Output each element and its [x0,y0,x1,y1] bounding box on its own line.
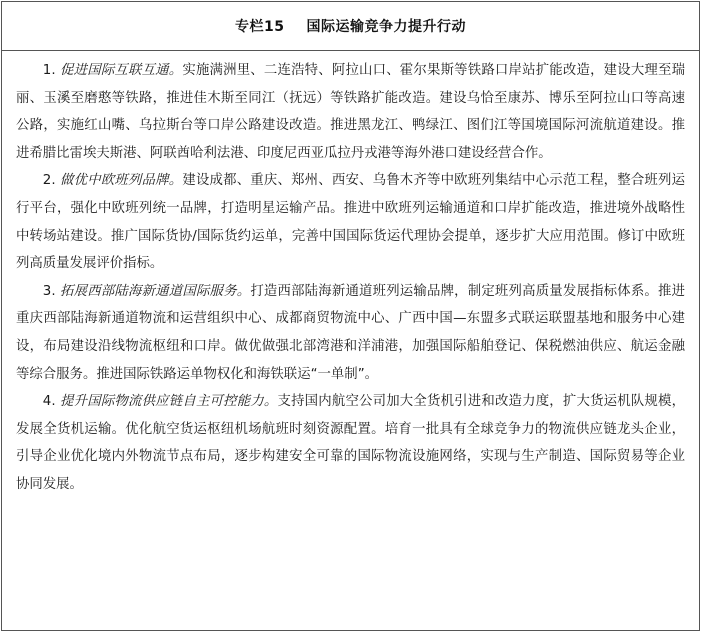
item-number: 1. [42,63,56,78]
item-body: 打造西部陆海新通道班列运输品牌，制定班列高质量发展指标体系。推进重庆西部陆海新通道物流和运营组织中心、成都商贸物流中心、广西中国—东盟多式联运联盟基地和服务中心建设，布局建设沿线物流枢纽和口岸。做优做强北部湾港和洋浦港，加强国际船舶登记、保税燃油供应、航运金融等综合服务。推进国际铁路运单物权化和海铁联运“一单制”。 [16,283,686,382]
item-body: 建设成都、重庆、郑州、西安、乌鲁木齐等中欧班列集结中心示范工程，整合班列运行平台，强化中欧班列统一品牌，打造明星运输产品。推进中欧班列运输通道和口岸扩能改造，推进境外战略性中转场站建设。推广国际货协/国际货约运单，完善中国国际货运代理协会提单，逐步扩大应用范围。修订中欧班列高质量发展评价指标。 [16,173,685,272]
item-heading: 提升国际物流供应链自主可控能力。 [60,394,278,410]
item-heading: 拓展西部陆海新通道国际服务。 [60,283,251,299]
item-body: 实施满洲里、二连浩特、阿拉山口、霍尔果斯等铁路口岸站扩能改造，建设大理至瑞丽、玉溪至磨憨等铁路，推进佳木斯至同江（抚远）等铁路扩能改造。建设乌恰至康苏、博乐至阿拉山口等高速公路，实施红山嘴、乌拉斯台等口岸公路建设改造。推进黑龙江、鸭绿江、图们江等国境国际河流航道建设。推进希腊比雷埃夫斯港、阿联酋哈利法港、印度尼西亚瓜拉丹戎港等海外港口建设经营合作。 [16,63,685,161]
item-heading: 做优中欧班列品牌。 [60,173,183,189]
item-paragraph [16,167,685,277]
item-number: 2. [42,173,56,189]
box-title: 国际运输竞争力提升行动 [306,19,466,35]
box-title-row [2,2,699,51]
feature-box [1,1,700,631]
item-paragraph [16,57,685,167]
box-content [2,51,699,499]
item-number: 4. [42,394,56,410]
item-paragraph [16,278,685,388]
item-heading: 促进国际互联互通。 [60,63,183,78]
item-body: 支持国内航空公司加大全货机引进和改造力度，扩大货运机队规模，发展全货机运输。优化航空货运枢纽机场航班时刻资源配置。培育一批具有全球竞争力的物流供应链龙头企业，引导企业优化境内外物流节点布局，逐步构建安全可靠的国际物流设施网络，实现与生产制造、国际贸易等企业协同发展。 [16,394,686,492]
item-paragraph [16,388,685,498]
box-number: 专栏15 [235,19,285,35]
item-number: 3. [42,283,56,299]
